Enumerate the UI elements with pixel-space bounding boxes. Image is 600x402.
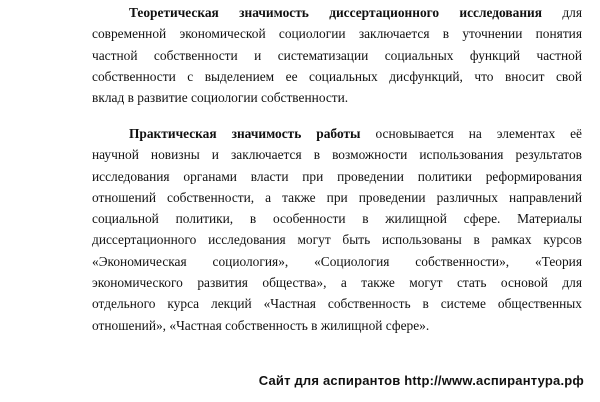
paragraph-line: частной собственности и систематизации социальных функций частной [92,47,582,63]
paragraph-line: современной экономической социологии заключается в уточнении понятия [92,26,582,42]
paragraph-line: экономического развития общества», а также могут стать основой для [92,275,582,291]
paragraph-line: собственности с выделением ее социальных дисфункций, что вносит свой [92,68,582,84]
paragraph-line: отношений собственности, а также при проведении различных направлений [92,189,582,205]
paragraph-practical-significance [92,123,582,336]
paragraph-text: для [562,5,582,20]
paragraph-theoretical-significance [92,2,582,108]
paragraph-text: основывается на элементах её [375,126,582,141]
paragraph-line: «Экономическая социология», «Социология собственности», «Теория [92,253,582,269]
paragraph-lead-bold: Теоретическая значимость диссертационного исследования [129,5,543,20]
paragraph-lead-bold: Практическая значимость работы [129,126,361,141]
site-watermark: Сайт для аспирантов http://www.аспирантура.рф [258,373,584,388]
paragraph-first-line [92,2,582,23]
paragraph-line: отдельного курса лекций «Частная собственность в системе общественных [92,296,582,312]
paragraph-line: диссертационного исследования могут быть использованы в рамках курсов [92,232,582,248]
paragraph-line: социальной политики, в особенности в жилищной сфере. Материалы [92,211,582,227]
paragraph-line: научной новизны и заключается в возможности использования результатов [92,147,582,163]
paragraph-last-line: отношений», «Частная собственность в жилищной сфере». [92,317,430,333]
paragraph-last-line: вклад в развитие социологии собственности. [92,90,349,106]
paragraph-first-line [92,123,582,144]
paragraph-line: исследования органами власти при проведении политики реформирования [92,168,582,184]
